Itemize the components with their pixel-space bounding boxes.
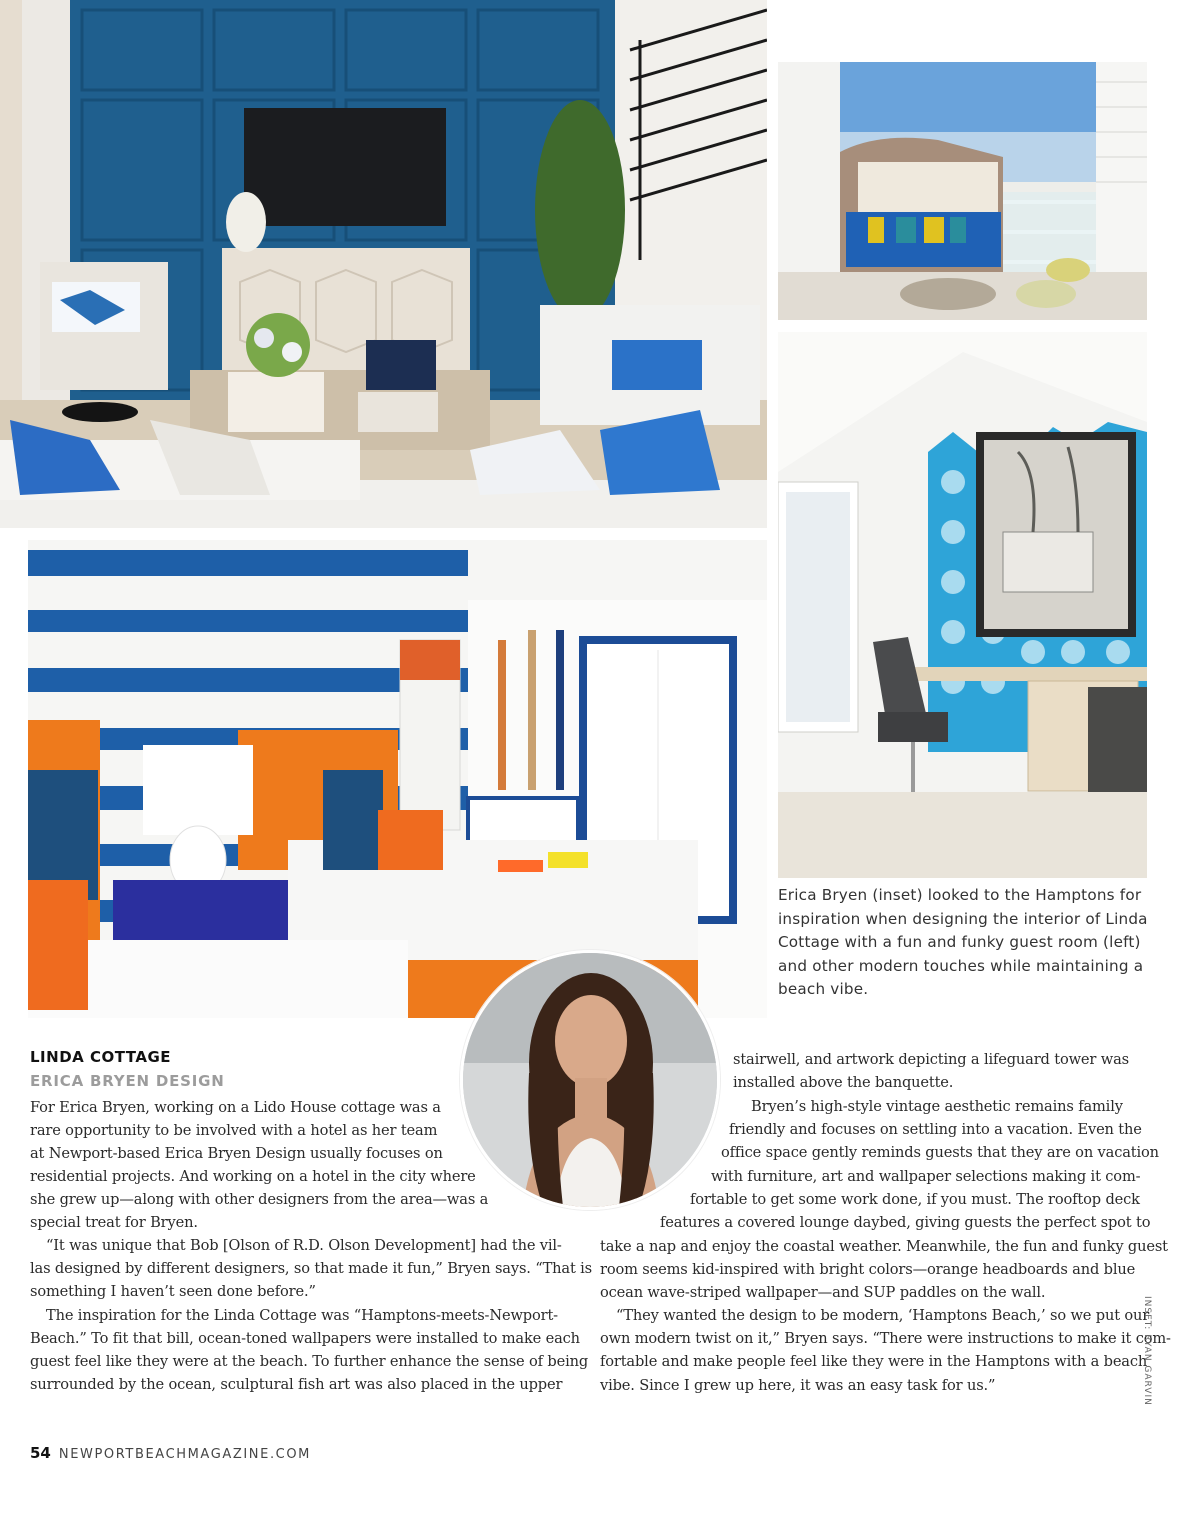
guest-room-photo [28, 540, 767, 1018]
body-line: fortable and make people feel like they were in the Hamptons with a beach [600, 1353, 1148, 1370]
office-photo [778, 332, 1147, 878]
body-line: at Newport-based Erica Bryen Design usually focuses on [30, 1145, 443, 1162]
body-line: surrounded by the ocean, sculptural fish art was also placed in the upper [30, 1376, 563, 1393]
designer-portrait-photo [460, 950, 720, 1210]
body-line: stairwell, and artwork depicting a lifeguard tower was [733, 1051, 1129, 1068]
body-line: with furniture, art and wallpaper selections making it com- [711, 1168, 1141, 1185]
page-footer [30, 1444, 311, 1462]
body-line: room seems kid-inspired with bright colors—orange headboards and blue [600, 1261, 1136, 1278]
body-line: she grew up—along with other designers from the area—was a [30, 1191, 489, 1208]
body-line: features a covered lounge daybed, giving guests the perfect spot to [660, 1214, 1151, 1231]
body-line: special treat for Bryen. [30, 1214, 198, 1231]
body-line: take a nap and enjoy the coastal weather. Meanwhile, the fun and funky guest [600, 1238, 1168, 1255]
body-line: rare opportunity to be involved with a hotel as her team [30, 1122, 438, 1139]
body-line: “It was unique that Bob [Olson of R.D. Olson Development] had the vil- [46, 1237, 562, 1254]
site-url[interactable]: NEWPORTBEACHMAGAZINE.COM [58, 1447, 312, 1462]
body-line: installed above the banquette. [733, 1074, 954, 1091]
body-line: friendly and focuses on settling into a vacation. Even the [729, 1121, 1142, 1138]
photo-caption [778, 884, 1158, 1002]
section-subheading: ERICA BRYEN DESIGN [30, 1072, 225, 1090]
body-line: ocean wave-striped wallpaper—and SUP paddles on the wall. [600, 1284, 1046, 1301]
living-room-photo [0, 0, 767, 528]
body-line: residential projects. And working on a hotel in the city where [30, 1168, 476, 1185]
body-line: guest feel like they were at the beach. To further enhance the sense of being [30, 1353, 589, 1370]
body-line: las designed by different designers, so that made it fun,” Bryen says. “That is [30, 1260, 593, 1277]
body-line: Beach.” To fit that bill, ocean-toned wallpapers were installed to make each [30, 1330, 580, 1347]
body-line: something I haven’t seen done before.” [30, 1283, 316, 1300]
caption-text: Erica Bryen (inset) looked to the Hamptons for inspiration when designing the interior of Linda Cottage with a fun and funky guest room (left) and other modern touches while maintaining a beach vibe. [778, 886, 1148, 998]
body-line: The inspiration for the Linda Cottage was “Hamptons-meets-Newport- [46, 1307, 558, 1324]
section-heading: LINDA COTTAGE [30, 1048, 172, 1066]
body-line: For Erica Bryen, working on a Lido House cottage was a [30, 1099, 441, 1116]
body-line: own modern twist on it,” Bryen says. “There were instructions to make it com- [600, 1330, 1171, 1347]
body-line: vibe. Since I grew up here, it was an easy task for us.” [600, 1377, 996, 1394]
body-line: Bryen’s high-style vintage aesthetic remains family [751, 1098, 1123, 1115]
body-line: “They wanted the design to be modern, ‘Hamptons Beach,’ so we put our [616, 1307, 1150, 1324]
body-line: fortable to get some work done, if you must. The rooftop deck [690, 1191, 1140, 1208]
body-line: office space gently reminds guests that they are on vacation [721, 1144, 1159, 1161]
page-number: 54 [30, 1444, 51, 1462]
photo-credit: INSET: RYAN GARVIN [1142, 1296, 1152, 1406]
rooftop-deck-photo [778, 62, 1147, 320]
